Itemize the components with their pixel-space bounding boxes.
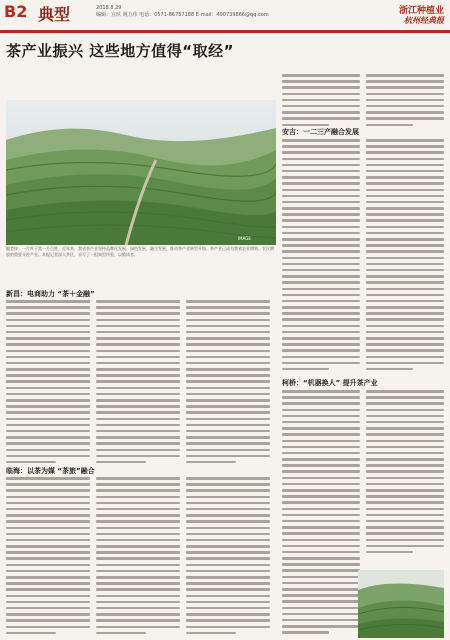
subhead-keqiao: 柯桥：“机器换人” 提升茶产业 [282,379,378,387]
article-text [96,477,180,638]
article-text [6,477,90,638]
page-number: B2 [4,2,28,21]
article-text [6,300,90,467]
article-text [186,477,270,638]
article-text [366,74,444,130]
photo-caption: 编者按：一片叶子富一方百姓。近年来，我省茶产业坚持品牌化发展，绿色发展，融合发展，推动茶产业转型升级，茶产业已成为我省农业增效、农民增收的重要支柱产业。本报记者深入茶区，采写了一组典型经验，以飨读者。 [6,246,274,258]
header-meta [96,5,269,19]
article-text [282,139,360,374]
article-text [366,390,444,557]
tea-garden-photo [6,100,276,245]
issue-date: 2018.8.29 [96,5,122,11]
section-title: 典型 [38,5,71,24]
subhead-anji: 安吉：一二三产融合发展 [282,128,359,136]
svg-text:IMAGE: IMAGE [238,236,251,241]
paper-name-secondary: 杭州经典报 [404,15,444,25]
header-rule [0,30,450,33]
article-text [186,300,270,467]
headline: 茶产业振兴 这些地方值得“取经” [6,42,234,60]
article-text [282,390,360,638]
paper-name: 浙江种植业 [398,6,444,16]
article-text [96,300,180,467]
tea-hill-photo [358,570,444,638]
subhead-xinchang: 新昌：电商助力 “茶＋金融” [6,290,95,298]
page-header [0,0,450,30]
article-text [282,74,360,130]
article-text [366,139,444,374]
subhead-linhai: 临海：以茶为媒 “茶旅”融合 [6,467,95,475]
editor-contact: 编辑：宣炫 姚力伟 电话：0571-86757188 E-mail：490739866@qq.com [96,12,269,18]
